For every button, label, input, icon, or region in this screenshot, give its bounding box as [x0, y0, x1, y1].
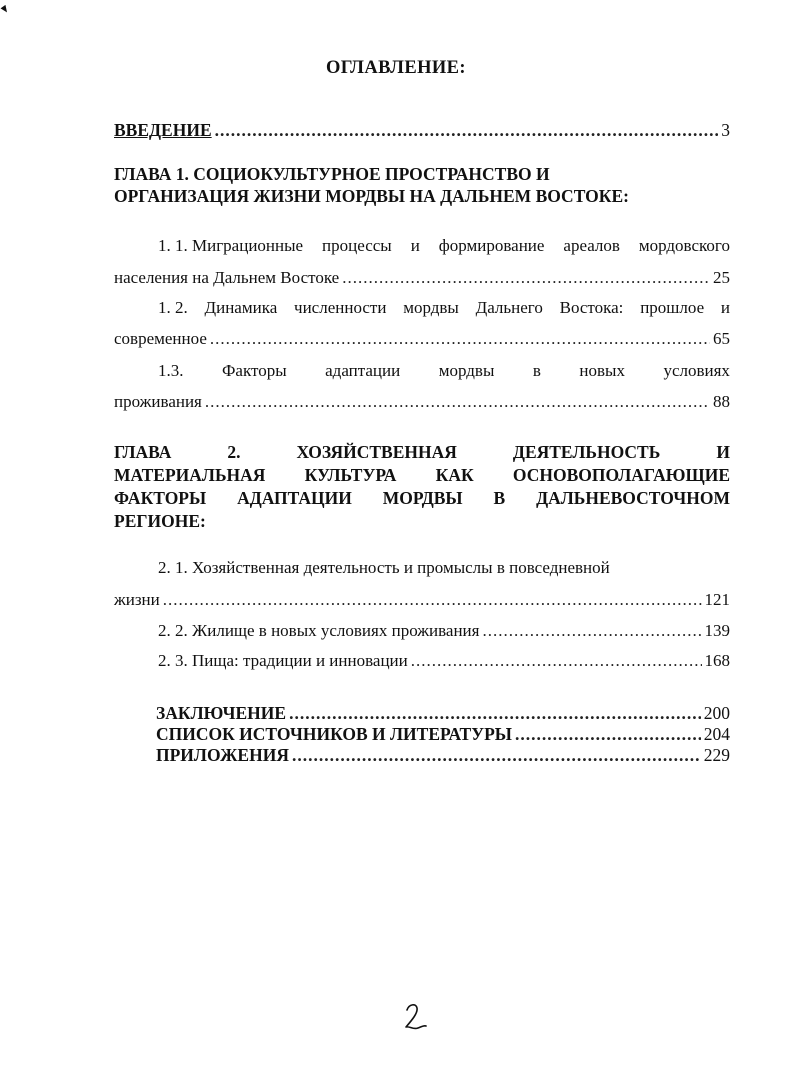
- word: ФАКТОРЫ: [114, 488, 207, 508]
- toc-entry-page: 25: [713, 268, 730, 287]
- word: Востока:: [559, 298, 624, 317]
- toc-entry-page: 65: [713, 329, 730, 348]
- chapter-1-heading-line: ОРГАНИЗАЦИЯ ЖИЗНИ МОРДВЫ НА ДАЛЬНЕМ ВОСТОКЕ:: [114, 186, 629, 206]
- word: Дальнего: [475, 298, 543, 317]
- toc-entry-1-1-line1[interactable]: [158, 236, 730, 256]
- chapter-2-heading-line: [114, 487, 730, 510]
- toc-entry-2-1-line2[interactable]: [114, 590, 730, 610]
- word: Динамика: [204, 298, 278, 317]
- toc-entry-label: населения на Дальнем Востоке: [114, 268, 340, 287]
- word: ареалов: [563, 236, 620, 255]
- dot-leader: [289, 703, 701, 724]
- toc-entry-page: 121: [704, 590, 730, 609]
- word: адаптации: [325, 361, 401, 380]
- word: мордовского: [638, 236, 730, 255]
- word: МОРДВЫ: [382, 488, 463, 508]
- chapter-2-heading-line: [114, 441, 730, 464]
- word: ДАЛЬНЕВОСТОЧНОМ: [536, 488, 730, 508]
- dot-leader: [215, 120, 719, 141]
- toc-entry-2-2[interactable]: [158, 621, 730, 641]
- word: и: [720, 298, 730, 317]
- word: новых: [579, 361, 625, 380]
- word: ДЕЯТЕЛЬНОСТЬ: [512, 442, 661, 462]
- toc-entry-2-3[interactable]: [158, 651, 730, 671]
- word: 1.3.: [158, 361, 184, 380]
- word: 1. 1. Миграционные: [158, 236, 304, 255]
- dot-leader: [205, 392, 710, 412]
- toc-entry-1-2-line1[interactable]: [158, 298, 730, 318]
- word: численности: [294, 298, 387, 317]
- chapter-2-heading-line: РЕГИОНЕ:: [114, 511, 206, 531]
- word: и: [410, 236, 420, 255]
- handwritten-page-number: [400, 1000, 430, 1034]
- toc-entry-label: жизни: [114, 590, 160, 609]
- toc-entry-page: 204: [703, 724, 730, 744]
- word: ХОЗЯЙСТВЕННАЯ: [296, 442, 457, 462]
- scan-corner-mark: [1, 5, 10, 14]
- word: мордвы: [403, 298, 459, 317]
- word: АДАПТАЦИИ: [237, 488, 352, 508]
- toc-entry-intro[interactable]: [114, 120, 730, 141]
- toc-entry-label: 2. 2. Жилище в новых условиях проживания: [158, 621, 480, 640]
- word: в: [532, 361, 541, 380]
- toc-entry-label: ЗАКЛЮЧЕНИЕ: [156, 703, 287, 723]
- dot-leader: [411, 651, 702, 671]
- toc-entry-label: СПИСОК ИСТОЧНИКОВ И ЛИТЕРАТУРЫ: [156, 724, 512, 744]
- toc-entry-label: проживания: [114, 392, 202, 411]
- word: КАК: [435, 465, 474, 485]
- toc-entry-label: 2. 3. Пища: традиции и инновации: [158, 651, 408, 670]
- dot-leader: [482, 621, 701, 641]
- toc-entry-1-1-line2[interactable]: [114, 268, 730, 288]
- toc-entry-page: 168: [704, 651, 730, 670]
- chapter-2-heading: [114, 441, 730, 533]
- toc-entry-appendix[interactable]: [156, 745, 730, 766]
- word: прошлое: [640, 298, 705, 317]
- word: В: [493, 488, 506, 508]
- toc-entry-label: ВВЕДЕНИЕ: [114, 120, 212, 140]
- toc-entry-conclusion[interactable]: [156, 703, 730, 724]
- word: мордвы: [438, 361, 495, 380]
- toc-entry-page: 3: [721, 120, 730, 140]
- toc-entry-label: ПРИЛОЖЕНИЯ: [156, 745, 289, 765]
- dot-leader: [515, 724, 701, 745]
- word: КУЛЬТУРА: [304, 465, 397, 485]
- word: условиях: [663, 361, 730, 380]
- word: ОСНОВОПОЛАГАЮЩИЕ: [512, 465, 730, 485]
- word: процессы: [322, 236, 392, 255]
- chapter-1-heading-line: ГЛАВА 1. СОЦИОКУЛЬТУРНОЕ ПРОСТРАНСТВО И: [114, 164, 550, 184]
- toc-entry-2-1-line1[interactable]: [158, 558, 610, 578]
- toc-entry-page: 229: [703, 745, 730, 765]
- toc-entry-label: 2. 1. Хозяйственная деятельность и промыслы в повседневной: [158, 558, 610, 577]
- toc-entry-page: 88: [713, 392, 730, 411]
- dot-leader: [210, 329, 710, 349]
- dot-leader: [342, 268, 710, 288]
- word: МАТЕРИАЛЬНАЯ: [114, 465, 266, 485]
- word: И: [716, 442, 730, 462]
- toc-entry-page: 200: [703, 703, 730, 723]
- word: 2.: [227, 442, 241, 462]
- word: ГЛАВА: [114, 442, 172, 462]
- toc-entry-1-2-line2[interactable]: [114, 329, 730, 349]
- toc-title: ОГЛАВЛЕНИЕ:: [326, 58, 466, 78]
- chapter-1-heading: [114, 163, 730, 207]
- chapter-2-heading-line: [114, 464, 730, 487]
- word: Факторы: [222, 361, 287, 380]
- toc-entry-label: современное: [114, 329, 207, 348]
- toc-entry-page: 139: [704, 621, 730, 640]
- toc-entry-sources[interactable]: [156, 724, 730, 745]
- word: 1. 2.: [158, 298, 188, 317]
- dot-leader: [292, 745, 701, 766]
- toc-entry-1-3-line1[interactable]: [158, 361, 730, 381]
- word: формирование: [438, 236, 545, 255]
- dot-leader: [163, 590, 702, 610]
- toc-entry-1-3-line2[interactable]: [114, 392, 730, 412]
